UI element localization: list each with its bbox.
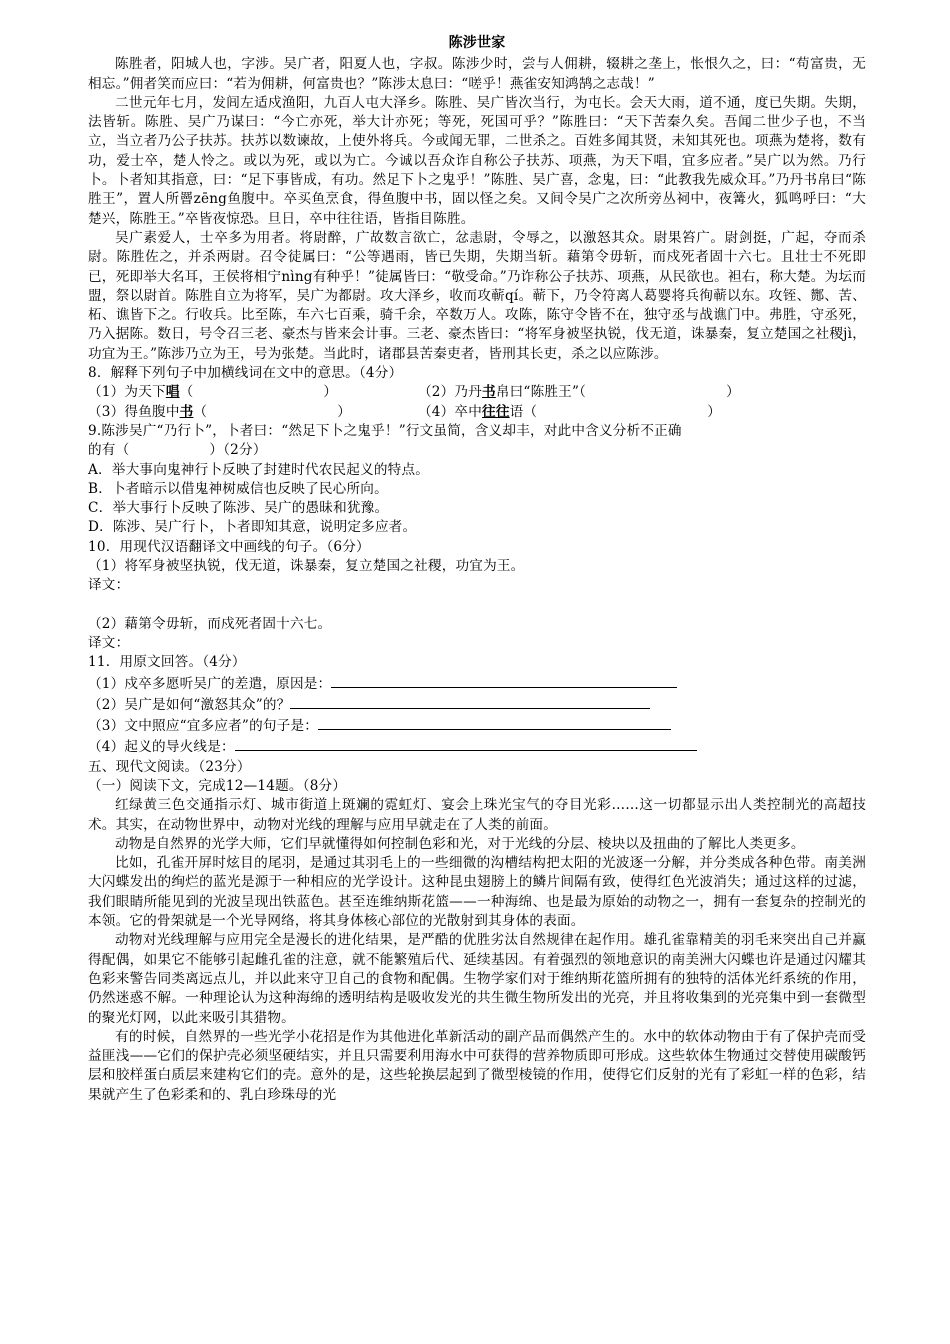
classical-paragraph-1: 陈胜者，阳城人也，字涉。吴广者，阳夏人也，字叔。陈涉少时，尝与人佣耕，辍耕之垄上，怅恨久之，曰：“苟富贵，无相忘。”佣者笑而应曰：“若为佣耕，何富贵也？”陈涉太息曰：“嗟乎！燕雀安知鸿鹄之志哉！” <box>88 56 866 92</box>
q9-option-b: B．卜者暗示以借鬼神树威信也反映了民心所向。 <box>88 480 388 497</box>
q11-stem: 11．用原文回答。（4分） <box>88 654 246 671</box>
q10-sentence-1: （1）将军身被坚执锐，伐无道，诛暴秦，复立楚国之社稷，功宜为王。 <box>88 558 525 575</box>
q9-stem-cont: 的有（ ）（2分） <box>88 442 267 459</box>
answer-blank[interactable] <box>235 736 697 751</box>
q8-underlined-word: 往往 <box>482 403 510 420</box>
q10-stem: 10．用现代汉语翻译文中画线的句子。（6分） <box>88 538 370 555</box>
q8-stem: 8．解释下列句子中加横线词在文中的意思。（4分） <box>88 365 403 382</box>
answer-blank[interactable] <box>290 694 650 709</box>
modern-paragraph-4: 动物对光线理解与应用完全是漫长的进化结果，是严酷的优胜劣汰自然规律在起作用。雄孔雀靠精美的羽毛来突出自己并赢得配偶，如果它不能够引起雌孔雀的注意，就不能繁殖后代、延续基因。有着强烈的领地意识的南美洲大闪蝶也许是通过闪耀其色彩来警告同类离远点儿，并以此来守卫自己的食物和配偶。生物学家们对于维纳斯花篮所拥有的独特的活体光纤系统的作用，仍然迷惑不解。一种理论认为这种海绵的透明结构是吸收发光的共生微生物所发出的光亮，并且将收集到的光亮集中到一套微型的聚光灯网，以此来吸引其猎物。 <box>88 932 866 1026</box>
q9-stem: 9.陈涉吴广“乃行卜”，卜者曰：“然足下卜之鬼乎！”行文虽简，含义却丰，对此中含义分析不正确 <box>88 422 682 439</box>
modern-paragraph-1: 红绿黄三色交通指示灯、城市街道上斑斓的霓虹灯、宴会上珠光宝气的夺目光彩……这一切都显示出人类控制光的高超技术。其实，在动物世界中，动物对光线的理解与应用早就走在了人类的前面。 <box>88 797 866 833</box>
classical-paragraph-2: 二世元年七月，发闾左适戍渔阳，九百人屯大泽乡。陈胜、吴广皆次当行，为屯长。会天大雨，道不通，度已失期。失期，法皆斩。陈胜、吴广乃谋曰：“今亡亦死，举大计亦死；等死，死国可乎？”陈胜曰：“天下苦秦久矣。吾闻二世少子也，不当立，当立者乃公子扶苏。扶苏以数谏故，上使外将兵。今或闻无罪，二世杀之。百姓多闻其贤，未知其死也。项燕为楚将，数有功，爱士卒，楚人怜之。或以为死，或以为亡。今诚以吾众诈自称公子扶苏、项燕，为天下唱，宜多应者。”吴广以为然。乃行卜。卜者知其指意，曰：“足下事皆成，有功。然足下卜之鬼乎！”陈胜、吴广喜，念鬼，曰：“此教我先威众耳。”乃丹书帛曰“陈胜王”，置人所罾zēng鱼腹中。卒买鱼烹食，得鱼腹中书，固以怪之矣。又间令吴广之次所旁丛祠中，夜篝火，狐鸣呼曰：“大楚兴，陈胜王。”卒皆夜惊恐。旦日，卒中往往语，皆指目陈胜。 <box>88 94 866 227</box>
q11-item-1: （1）戍卒多愿听吴广的差遣，原因是： <box>88 673 866 694</box>
q11-item-3: （3）文中照应“宜多应者”的句子是： <box>88 715 866 736</box>
modern-paragraph-3: 比如，孔雀开屏时炫目的尾羽，是通过其羽毛上的一些细微的沟槽结构把太阳的光波逐一分解，并分类成各种色带。南美洲大闪蝶发出的绚烂的蓝光是源于一种相应的光学设计。这种昆虫翅膀上的鳞片间隔有致，使得红色光波消失；通过这样的过滤，我们眼睛所能见到的光波呈现出铁蓝色。甚至连维纳斯花篮——一种海绵、也是最为原始的动物之一，拥有一套复杂的控制光的本领。它的骨架就是一个光导网络，将其身体核心部位的光散射到其身体的表面。 <box>88 855 866 930</box>
q8-item-2: （2）乃丹书帛曰“陈胜王”（ ） <box>418 384 740 401</box>
q9-option-a: A．举大事向鬼神行卜反映了封建时代农民起义的特点。 <box>88 461 430 478</box>
q8-row-2 <box>88 403 866 422</box>
q8-underlined-word: 书 <box>482 384 496 401</box>
q10-sentence-2: （2）藉第令毋斩，而戍死者固十六七。 <box>88 615 332 632</box>
part-one-heading: （一）阅读下文，完成12—14题。（8分） <box>88 777 347 794</box>
q8-underlined-word: 书 <box>179 403 194 420</box>
answer-space <box>88 596 866 615</box>
q8-row-1 <box>88 383 866 402</box>
section-five-heading: 五、现代文阅读。（23分） <box>88 758 251 775</box>
q8-item-1: （1）为天下唱（ ） <box>88 384 338 401</box>
q8-item-4: （4）卒中往往语（ ） <box>418 403 722 420</box>
q11-item-4: （4）起义的导火线是： <box>88 736 866 757</box>
modern-paragraph-5: 有的时候，自然界的一些光学小花招是作为其他进化革新活动的副产品而偶然产生的。水中的软体动物由于有了保护壳而受益匪浅——它们的保护壳必须坚硬结实，并且只需要利用海水中可获得的营养物质即可形成。这些软体生物通过交替使用碳酸钙层和胶样蛋白质层来建构它们的壳。意外的是，这些轮换层起到了微型棱镜的作用，使得它们反射的光有了彩虹一样的色彩，结果就产生了色彩柔和的、乳白珍珠母的光 <box>88 1028 866 1103</box>
q8-underlined-word: 唱 <box>165 384 180 401</box>
classical-paragraph-3: 吴广素爱人，士卒多为用者。将尉醉，广故数言欲亡，忿恚尉，令辱之，以激怒其众。尉果笞广。尉剑挺，广起，夺而杀尉。陈胜佐之，并杀两尉。召令徒属曰：“公等遇雨，皆已失期，失期当斩。藉第令毋斩，而戍死者固十六七。且壮士不死即已，死即举大名耳，王侯将相宁nìng有种乎！”徒属皆曰：“敬受命。”乃诈称公子扶苏、项燕，从民欲也。袒右，称大楚。为坛而盟，祭以尉首。陈胜自立为将军，吴广为都尉。攻大泽乡，收而攻蕲qí。蕲下，乃令符离人葛婴将兵徇蕲以东。攻铚、酂、苦、柘、谯皆下之。行收兵。比至陈，车六七百乘，骑千余，卒数万人。攻陈，陈守令皆不在，独守丞与战谯门中。弗胜，守丞死，乃入据陈。数日，号令召三老、豪杰与皆来会计事。三老、豪杰皆曰：“将军身被坚执锐，伐无道，诛暴秦，复立楚国之社稷jì，功宜为王。”陈涉乃立为王，号为张楚。当此时，诸郡县苦秦吏者，皆刑其长吏，杀之以应陈涉。 <box>88 229 866 362</box>
answer-blank[interactable] <box>331 673 677 688</box>
q8-item-3: （3）得鱼腹中书（ ） <box>88 403 352 420</box>
document-page <box>88 34 866 1105</box>
page-title: 陈涉世家 <box>448 35 506 51</box>
q9-option-d: D．陈涉、吴广行卜，卜者即知其意，说明定多应者。 <box>88 519 417 536</box>
q9-option-c: C．举大事行卜反映了陈涉、吴广的愚昧和犹豫。 <box>88 500 389 517</box>
q10-translation-label-2: 译文： <box>88 634 130 651</box>
q10-translation-label-1: 译文： <box>88 577 130 594</box>
answer-blank[interactable] <box>318 715 671 730</box>
modern-paragraph-2: 动物是自然界的光学大师，它们早就懂得如何控制色彩和光，对于光线的分层、棱块以及扭曲的了解比人类更多。 <box>115 835 805 852</box>
q11-item-2: （2）吴广是如何“激怒其众”的？ <box>88 694 866 715</box>
